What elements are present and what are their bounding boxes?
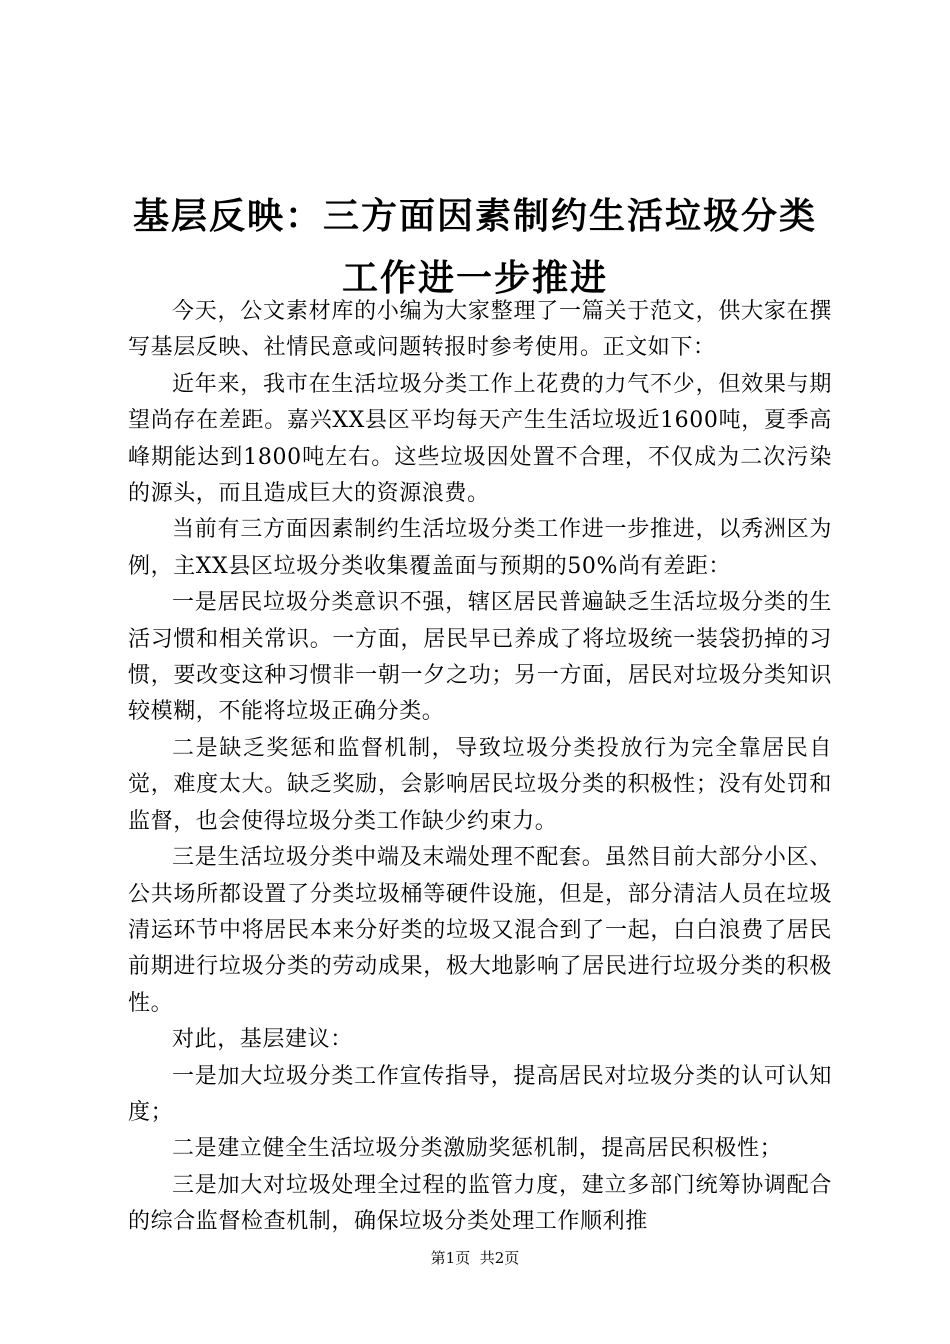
paragraph-intro: 今天，公文素材库的小编为大家整理了一篇关于范文，供大家在撰写基层反映、社情民意或问题转报时参考使用。正文如下：	[128, 299, 832, 361]
paragraph-suggestion-two: 二是建立健全生活垃圾分类激励奖惩机制，提高居民积极性；	[172, 1136, 783, 1162]
paragraph-factor-one: 一是居民垃圾分类意识不强，辖区居民普遍缺乏生活垃圾分类的生活习惯和相关常识。一方面，居民早已养成了将垃圾统一装袋扔掉的习惯，要改变这种习惯非一朝一夕之功；另一方面，居民对垃圾分类知识较模糊，不能将垃圾正确分类。	[128, 590, 832, 725]
paragraph-factor-three: 三是生活垃圾分类中端及末端处理不配套。虽然目前大部分小区、公共场所都设置了分类垃圾桶等硬件设施，但是，部分清洁人员在垃圾清运环节中将居民本来分好类的垃圾又混合到了一起，白白浪费了居民前期进行垃圾分类的劳动成果，极大地影响了居民进行垃圾分类的积极性。	[128, 845, 832, 1016]
document-body	[128, 294, 832, 1241]
page-total: 共2页	[479, 1249, 520, 1267]
paragraph-background: 近年来，我市在生活垃圾分类工作上花费的力气不少，但效果与期望尚存在差距。嘉兴XX县区平均每天产生生活垃圾近1600吨，夏季高峰期能达到1800吨左右。这些垃圾因处置不合理，不仅成为二次污染的源头，而且造成巨大的资源浪费。	[128, 371, 832, 507]
page-footer	[0, 1248, 950, 1268]
paragraph-suggestions-heading: 对此，基层建议：	[172, 1027, 353, 1053]
document-title: 基层反映：三方面因素制约生活垃圾分类工作进一步推进	[132, 195, 817, 299]
page-number: 第1页	[430, 1249, 471, 1267]
paragraph-suggestion-one: 一是加大垃圾分类工作宣传指导，提高居民对垃圾分类的认可认知度；	[128, 1063, 832, 1125]
paragraph-factors: 当前有三方面因素制约生活垃圾分类工作进一步推进，以秀洲区为例，主XX县区垃圾分类收集覆盖面与预期的50%尚有差距：	[128, 517, 832, 579]
paragraph-factor-two: 二是缺乏奖惩和监督机制，导致垃圾分类投放行为完全靠居民自觉，难度太大。缺乏奖励，会影响居民垃圾分类的积极性；没有处罚和监督，也会使得垃圾分类工作缺少约束力。	[128, 735, 832, 834]
paragraph-suggestion-three: 三是加大对垃圾处理全过程的监管力度，建立多部门统筹协调配合的综合监督检查机制，确保垃圾分类处理工作顺利推	[128, 1172, 832, 1235]
